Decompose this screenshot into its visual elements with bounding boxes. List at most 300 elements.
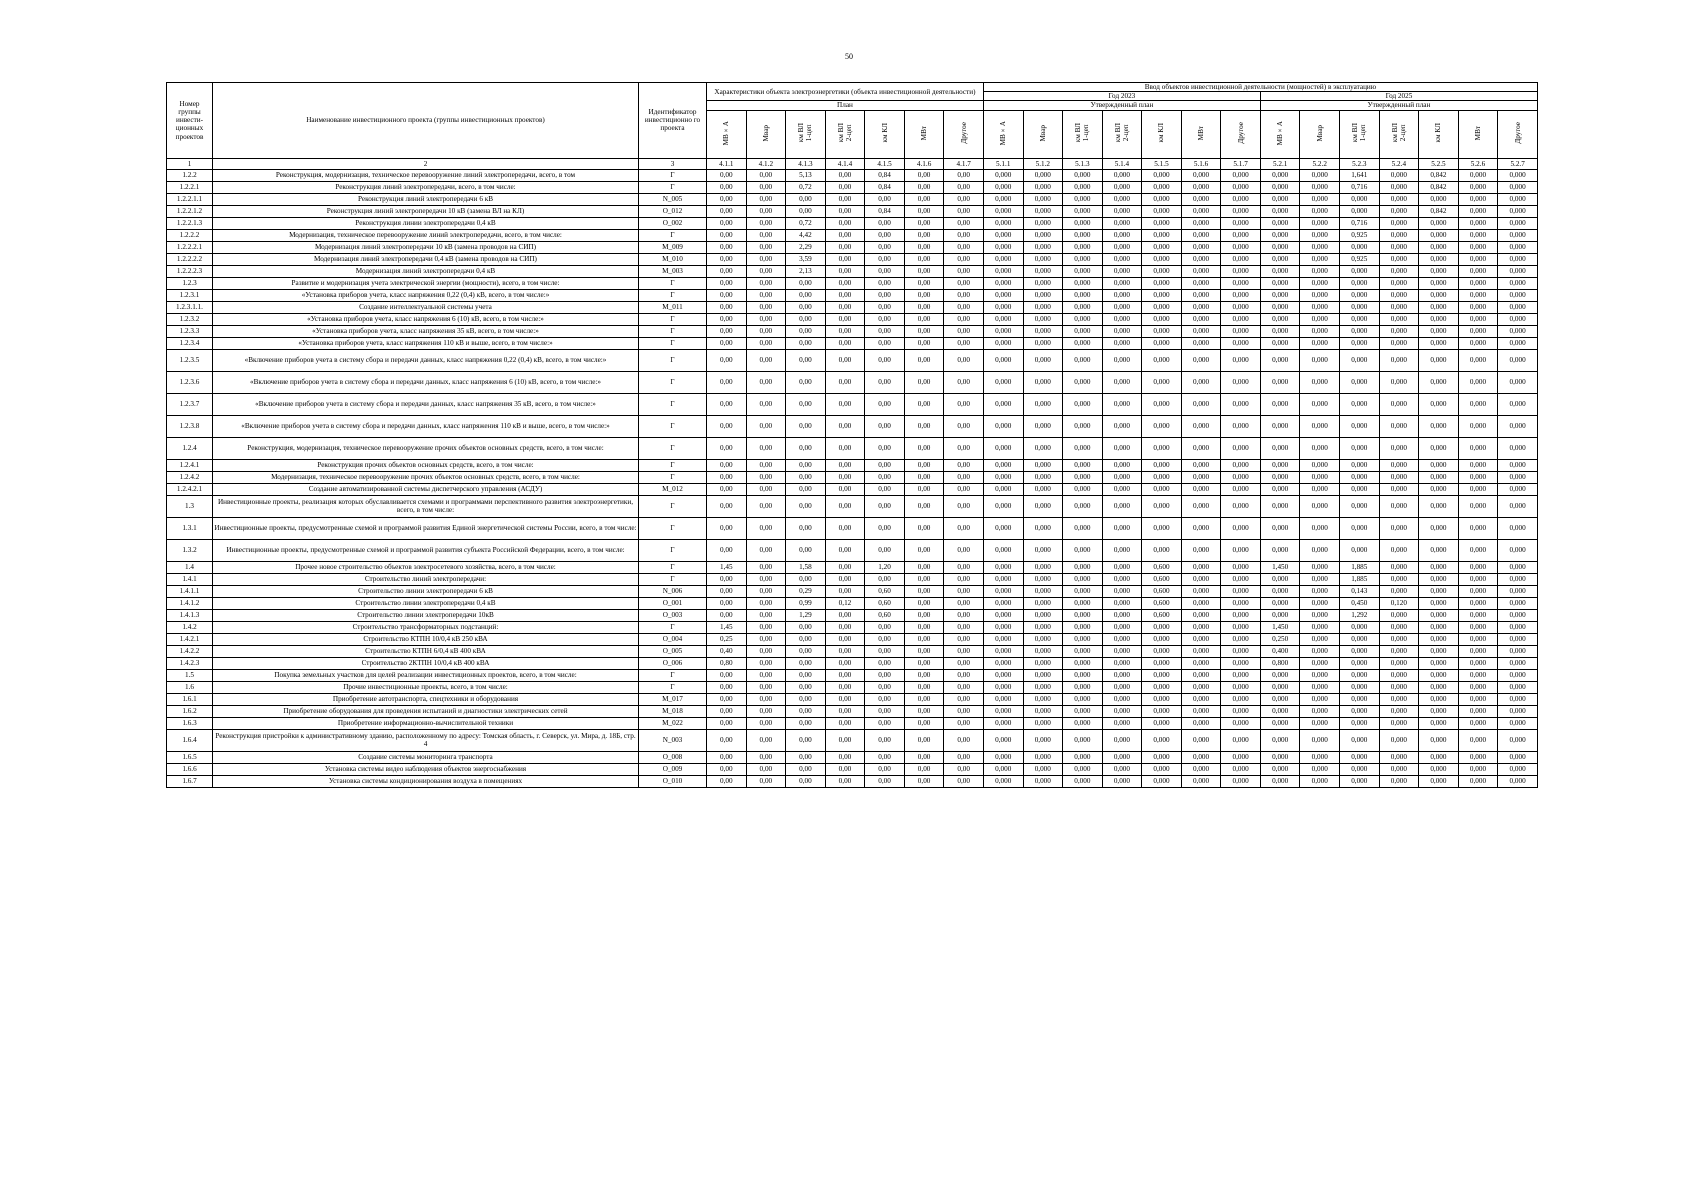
value-cell: 0,000 (1181, 633, 1221, 645)
value-cell: 0,00 (707, 609, 747, 621)
column-number: 5.2.4 (1379, 158, 1419, 169)
value-cell: 0,000 (1458, 205, 1498, 217)
identifier-cell: O_001 (639, 597, 707, 609)
value-cell: 0,000 (1063, 633, 1103, 645)
value-cell: 0,000 (1379, 437, 1419, 459)
value-cell: 0,000 (1221, 609, 1261, 621)
value-cell: 0,00 (904, 415, 944, 437)
value-cell: 0,00 (944, 241, 984, 253)
value-cell: 0,000 (1300, 253, 1340, 265)
value-cell: 0,000 (1340, 705, 1380, 717)
value-cell: 0,000 (983, 229, 1023, 241)
table-row (167, 495, 1538, 517)
value-cell: 0,00 (944, 415, 984, 437)
value-cell: 0,000 (1102, 313, 1142, 325)
table-row (167, 277, 1538, 289)
value-cell: 0,000 (1221, 325, 1261, 337)
value-cell: 0,000 (1419, 645, 1459, 657)
value-cell: 0,000 (1379, 325, 1419, 337)
value-cell: 0,000 (1498, 301, 1538, 313)
value-cell: 0,000 (1340, 775, 1380, 787)
table-header (167, 83, 1538, 159)
value-cell: 0,00 (904, 633, 944, 645)
value-cell: 0,00 (944, 657, 984, 669)
value-cell: 0,000 (1142, 763, 1182, 775)
column-number: 4.1.2 (746, 158, 786, 169)
value-cell: 0,00 (825, 349, 865, 371)
value-cell: 0,00 (904, 459, 944, 471)
value-cell: 0,000 (1300, 621, 1340, 633)
project-name-cell: Приобретение автотранспорта, спецтехники и оборудования (213, 693, 639, 705)
value-cell: 0,000 (983, 393, 1023, 415)
value-cell: 0,00 (746, 337, 786, 349)
value-cell: 0,925 (1340, 229, 1380, 241)
table-row (167, 459, 1538, 471)
value-cell: 0,000 (1340, 313, 1380, 325)
value-cell: 0,00 (904, 705, 944, 717)
unit-label: км ВЛ 2-цеп (836, 123, 853, 143)
value-cell: 0,000 (983, 645, 1023, 657)
value-cell: 0,00 (825, 495, 865, 517)
identifier-cell: Г (639, 573, 707, 585)
table-row (167, 289, 1538, 301)
value-cell: 0,00 (825, 717, 865, 729)
value-cell: 0,000 (1023, 573, 1063, 585)
table-row (167, 337, 1538, 349)
project-name-cell: «Включение приборов учета в систему сбора и передачи данных, класс напряжения 110 кВ и выше, всего, в том числе:» (213, 415, 639, 437)
value-cell: 0,000 (1458, 241, 1498, 253)
value-cell: 0,00 (825, 705, 865, 717)
value-cell: 0,000 (1379, 337, 1419, 349)
value-cell: 0,000 (1419, 437, 1459, 459)
value-cell: 0,000 (1023, 483, 1063, 495)
value-cell: 0,000 (1419, 585, 1459, 597)
value-cell: 0,000 (1340, 717, 1380, 729)
identifier-cell: M_022 (639, 717, 707, 729)
value-cell: 0,00 (786, 337, 826, 349)
value-cell: 0,000 (1023, 437, 1063, 459)
value-cell: 0,00 (746, 241, 786, 253)
value-cell: 0,000 (1458, 717, 1498, 729)
value-cell: 0,00 (707, 289, 747, 301)
unit-label: км ВЛ 1-цеп (1074, 123, 1091, 143)
value-cell: 0,000 (1102, 459, 1142, 471)
value-cell: 0,00 (825, 169, 865, 181)
value-cell: 0,00 (865, 265, 905, 277)
value-cell: 0,00 (786, 289, 826, 301)
value-cell: 0,000 (1221, 775, 1261, 787)
value-cell: 0,000 (1260, 205, 1300, 217)
value-cell: 0,00 (825, 325, 865, 337)
value-cell: 0,000 (1379, 657, 1419, 669)
value-cell: 0,00 (786, 539, 826, 561)
value-cell: 0,000 (1102, 325, 1142, 337)
value-cell: 0,000 (1023, 633, 1063, 645)
value-cell: 0,842 (1419, 169, 1459, 181)
approved-plan-2025-header: Утвержденный план (1260, 101, 1537, 110)
value-cell: 0,000 (1102, 729, 1142, 751)
value-cell: 0,000 (1498, 645, 1538, 657)
value-cell: 0,000 (1063, 705, 1103, 717)
column-number: 4.1.4 (825, 158, 865, 169)
value-cell: 0,00 (944, 349, 984, 371)
unit-label: Мвар (1038, 124, 1047, 142)
value-cell: 0,000 (1102, 717, 1142, 729)
value-cell: 0,60 (865, 597, 905, 609)
value-cell: 0,00 (707, 763, 747, 775)
value-cell: 0,000 (1221, 393, 1261, 415)
value-cell: 0,40 (707, 645, 747, 657)
value-cell: 0,000 (1181, 539, 1221, 561)
value-cell: 0,00 (707, 705, 747, 717)
unit-label: МВ×А (722, 120, 731, 146)
value-cell: 0,000 (1419, 371, 1459, 393)
value-cell: 0,00 (825, 657, 865, 669)
value-cell: 0,00 (904, 573, 944, 585)
value-cell: 0,000 (983, 705, 1023, 717)
value-cell: 0,000 (1221, 277, 1261, 289)
value-cell: 0,000 (1181, 459, 1221, 471)
value-cell: 0,000 (1063, 585, 1103, 597)
table-row (167, 349, 1538, 371)
table-row (167, 573, 1538, 585)
value-cell: 0,00 (746, 471, 786, 483)
value-cell: 0,000 (1498, 253, 1538, 265)
project-name-cell: Реконструкция линий электропередачи, всего, в том числе: (213, 181, 639, 193)
value-cell: 0,000 (1458, 289, 1498, 301)
value-cell: 0,000 (1102, 621, 1142, 633)
identifier-cell: Г (639, 681, 707, 693)
value-cell: 0,000 (1063, 539, 1103, 561)
value-cell: 0,000 (1181, 349, 1221, 371)
unit-header (904, 110, 944, 158)
value-cell: 0,925 (1340, 253, 1380, 265)
value-cell: 0,000 (1142, 371, 1182, 393)
column-number: 4.1.1 (707, 158, 747, 169)
value-cell: 0,00 (904, 645, 944, 657)
value-cell: 0,00 (865, 301, 905, 313)
value-cell: 0,00 (825, 193, 865, 205)
group-number-cell: 1.4.1.1 (167, 585, 213, 597)
value-cell: 0,000 (983, 681, 1023, 693)
value-cell: 0,000 (1221, 253, 1261, 265)
value-cell: 0,000 (1142, 325, 1182, 337)
value-cell: 0,000 (1300, 645, 1340, 657)
value-cell: 0,00 (904, 289, 944, 301)
project-name-cell: Прочее новое строительство объектов электросетевого хозяйства, всего, в том числе: (213, 561, 639, 573)
value-cell: 1,20 (865, 561, 905, 573)
value-cell: 0,000 (1419, 349, 1459, 371)
value-cell: 0,00 (865, 751, 905, 763)
value-cell: 0,00 (904, 193, 944, 205)
value-cell: 0,000 (1379, 729, 1419, 751)
value-cell: 0,000 (1221, 597, 1261, 609)
value-cell: 0,000 (1102, 495, 1142, 517)
value-cell: 0,000 (1340, 371, 1380, 393)
value-cell: 0,000 (983, 751, 1023, 763)
value-cell: 0,000 (1419, 669, 1459, 681)
value-cell: 0,000 (1221, 573, 1261, 585)
group-number-cell: 1.4.1 (167, 573, 213, 585)
value-cell: 0,000 (1023, 169, 1063, 181)
value-cell: 0,00 (786, 751, 826, 763)
value-cell: 0,000 (1063, 217, 1103, 229)
group-number-cell: 1.6 (167, 681, 213, 693)
value-cell: 0,000 (1419, 483, 1459, 495)
value-cell: 0,000 (1498, 517, 1538, 539)
value-cell: 0,400 (1260, 645, 1300, 657)
identifier-cell: M_010 (639, 253, 707, 265)
value-cell: 0,000 (1260, 585, 1300, 597)
value-cell: 0,00 (825, 609, 865, 621)
value-cell: 0,00 (944, 265, 984, 277)
value-cell: 0,000 (1181, 241, 1221, 253)
value-cell: 0,00 (786, 669, 826, 681)
value-cell: 0,000 (1102, 573, 1142, 585)
value-cell: 0,00 (707, 217, 747, 229)
value-cell: 0,00 (707, 169, 747, 181)
value-cell: 0,000 (1419, 337, 1459, 349)
value-cell: 0,000 (1221, 483, 1261, 495)
value-cell: 0,000 (1340, 415, 1380, 437)
value-cell: 0,00 (825, 229, 865, 241)
value-cell: 0,00 (944, 193, 984, 205)
value-cell: 0,00 (825, 277, 865, 289)
value-cell: 0,000 (1458, 265, 1498, 277)
value-cell: 0,000 (1023, 289, 1063, 301)
unit-label: Другое (1236, 122, 1245, 144)
column-number: 5.2.5 (1419, 158, 1459, 169)
value-cell: 0,000 (983, 621, 1023, 633)
column-number: 5.1.6 (1181, 158, 1221, 169)
value-cell: 0,000 (1419, 763, 1459, 775)
value-cell: 0,000 (1142, 693, 1182, 705)
value-cell: 0,000 (1458, 657, 1498, 669)
value-cell: 0,00 (944, 539, 984, 561)
identifier-cell: Г (639, 517, 707, 539)
value-cell: 0,000 (1498, 693, 1538, 705)
value-cell: 0,00 (944, 681, 984, 693)
value-cell: 0,000 (1379, 517, 1419, 539)
value-cell: 0,000 (1063, 241, 1103, 253)
value-cell: 0,00 (904, 693, 944, 705)
value-cell: 0,000 (1498, 169, 1538, 181)
value-cell: 0,000 (1300, 437, 1340, 459)
value-cell: 0,00 (865, 729, 905, 751)
value-cell: 0,000 (1458, 561, 1498, 573)
value-cell: 0,00 (904, 763, 944, 775)
value-cell: 0,000 (1300, 609, 1340, 621)
value-cell: 0,000 (1498, 717, 1538, 729)
table-row (167, 597, 1538, 609)
value-cell: 0,00 (746, 229, 786, 241)
value-cell: 0,00 (944, 217, 984, 229)
group-number-cell: 1.6.4 (167, 729, 213, 751)
value-cell: 0,600 (1142, 573, 1182, 585)
value-cell: 0,84 (865, 181, 905, 193)
value-cell: 0,000 (1221, 337, 1261, 349)
project-name-cell: Развитие и модернизация учета электрической энергии (мощности), всего, в том числе: (213, 277, 639, 289)
group-number-header: Номер группы инвести-ционных проектов (167, 83, 213, 159)
value-cell: 0,00 (825, 585, 865, 597)
value-cell: 0,00 (746, 597, 786, 609)
value-cell: 0,000 (1063, 775, 1103, 787)
table-row (167, 561, 1538, 573)
identifier-cell: Г (639, 371, 707, 393)
unit-label: Мвар (761, 124, 770, 142)
value-cell: 0,600 (1142, 609, 1182, 621)
value-cell: 0,00 (825, 693, 865, 705)
value-cell: 0,000 (1142, 301, 1182, 313)
value-cell: 0,000 (1458, 669, 1498, 681)
value-cell: 0,00 (707, 229, 747, 241)
value-cell: 0,00 (904, 597, 944, 609)
value-cell: 0,00 (786, 775, 826, 787)
value-cell: 0,00 (707, 241, 747, 253)
value-cell: 0,000 (1142, 205, 1182, 217)
value-cell: 0,000 (1181, 265, 1221, 277)
value-cell: 0,00 (746, 705, 786, 717)
value-cell: 0,000 (1379, 301, 1419, 313)
column-number: 2 (213, 158, 639, 169)
value-cell: 0,000 (1379, 459, 1419, 471)
value-cell: 0,00 (904, 241, 944, 253)
project-name-cell: Модернизация, техническое перевооружение прочих объектов основных средств, всего, в том числе: (213, 471, 639, 483)
value-cell: 0,000 (1260, 229, 1300, 241)
value-cell: 0,00 (904, 349, 944, 371)
value-cell: 0,000 (1419, 633, 1459, 645)
value-cell: 0,00 (746, 751, 786, 763)
value-cell: 0,000 (1181, 205, 1221, 217)
project-name-cell: «Установка приборов учета, класс напряжения 6 (10) кВ, всего, в том числе:» (213, 313, 639, 325)
approved-plan-2023-header: Утвержденный план (983, 101, 1260, 110)
value-cell: 0,000 (1221, 415, 1261, 437)
value-cell: 0,000 (1498, 681, 1538, 693)
value-cell: 0,000 (1063, 645, 1103, 657)
value-cell: 0,000 (1498, 609, 1538, 621)
value-cell: 0,00 (786, 349, 826, 371)
value-cell: 0,842 (1419, 205, 1459, 217)
value-cell: 0,00 (904, 585, 944, 597)
value-cell: 0,000 (1498, 539, 1538, 561)
value-cell: 0,000 (1023, 337, 1063, 349)
value-cell: 0,000 (1419, 415, 1459, 437)
identifier-cell: Г (639, 313, 707, 325)
value-cell: 0,000 (1458, 705, 1498, 717)
value-cell: 0,000 (983, 437, 1023, 459)
value-cell: 0,000 (1300, 775, 1340, 787)
value-cell: 0,000 (1221, 169, 1261, 181)
value-cell: 0,00 (944, 181, 984, 193)
value-cell: 0,000 (1102, 393, 1142, 415)
value-cell: 0,000 (1379, 205, 1419, 217)
value-cell: 0,00 (865, 573, 905, 585)
value-cell: 0,000 (1102, 751, 1142, 763)
identifier-cell: O_008 (639, 751, 707, 763)
value-cell: 0,000 (1379, 313, 1419, 325)
value-cell: 0,000 (1498, 277, 1538, 289)
value-cell: 0,000 (1379, 717, 1419, 729)
value-cell: 0,000 (1340, 495, 1380, 517)
unit-label: МВт (1197, 125, 1206, 141)
value-cell: 0,00 (904, 229, 944, 241)
value-cell: 0,000 (1023, 751, 1063, 763)
value-cell: 0,00 (746, 371, 786, 393)
value-cell: 0,000 (1221, 645, 1261, 657)
value-cell: 0,25 (707, 633, 747, 645)
value-cell: 0,250 (1260, 633, 1300, 645)
value-cell: 0,000 (1419, 217, 1459, 229)
value-cell: 0,000 (1142, 669, 1182, 681)
value-cell: 0,000 (1063, 681, 1103, 693)
value-cell: 0,000 (1142, 349, 1182, 371)
plan-header: План (707, 101, 984, 110)
value-cell: 0,000 (1063, 471, 1103, 483)
unit-header (1379, 110, 1419, 158)
table-row (167, 483, 1538, 495)
value-cell: 0,000 (1379, 181, 1419, 193)
value-cell: 0,000 (1300, 459, 1340, 471)
value-cell: 0,000 (1260, 693, 1300, 705)
value-cell: 0,000 (1340, 657, 1380, 669)
unit-header (746, 110, 786, 158)
value-cell: 0,00 (944, 393, 984, 415)
project-name-cell: Реконструкция линии электропередачи 0,4 кВ (213, 217, 639, 229)
value-cell: 0,000 (983, 371, 1023, 393)
value-cell: 0,00 (904, 169, 944, 181)
value-cell: 0,000 (1102, 585, 1142, 597)
value-cell: 0,00 (944, 693, 984, 705)
value-cell: 0,000 (1458, 539, 1498, 561)
value-cell: 0,000 (1260, 669, 1300, 681)
value-cell: 0,000 (1181, 729, 1221, 751)
table-row (167, 229, 1538, 241)
value-cell: 0,00 (746, 621, 786, 633)
value-cell: 0,000 (1300, 169, 1340, 181)
value-cell: 0,000 (1340, 459, 1380, 471)
project-name-cell: Создание автоматизированной системы диспетчерского управления (АСДУ) (213, 483, 639, 495)
group-number-cell: 1.2.2.1.3 (167, 217, 213, 229)
value-cell: 0,00 (865, 277, 905, 289)
value-cell: 0,00 (865, 459, 905, 471)
value-cell: 0,000 (1181, 645, 1221, 657)
value-cell: 0,000 (1063, 483, 1103, 495)
value-cell: 0,000 (1142, 193, 1182, 205)
value-cell: 0,000 (983, 301, 1023, 313)
value-cell: 0,00 (746, 693, 786, 705)
value-cell: 0,000 (1300, 349, 1340, 371)
value-cell: 0,000 (1102, 193, 1142, 205)
value-cell: 0,000 (1458, 337, 1498, 349)
value-cell: 0,000 (1181, 371, 1221, 393)
table-row (167, 217, 1538, 229)
value-cell: 0,00 (786, 763, 826, 775)
value-cell: 0,000 (1063, 717, 1103, 729)
group-number-cell: 1.2.2.2.1 (167, 241, 213, 253)
value-cell: 0,00 (707, 205, 747, 217)
value-cell: 0,00 (746, 539, 786, 561)
value-cell: 0,00 (746, 217, 786, 229)
table-row (167, 751, 1538, 763)
value-cell: 0,00 (707, 729, 747, 751)
project-name-cell: Реконструкция пристройки к административному зданию, расположенному по адресу: Томская область, г. Северск, ул. Мира, д. 18Б, стр. 4 (213, 729, 639, 751)
value-cell: 0,00 (944, 633, 984, 645)
group-number-cell: 1.3.2 (167, 539, 213, 561)
value-cell: 0,000 (1063, 621, 1103, 633)
value-cell: 0,000 (1379, 573, 1419, 585)
column-number: 1 (167, 158, 213, 169)
value-cell: 0,000 (1300, 539, 1340, 561)
